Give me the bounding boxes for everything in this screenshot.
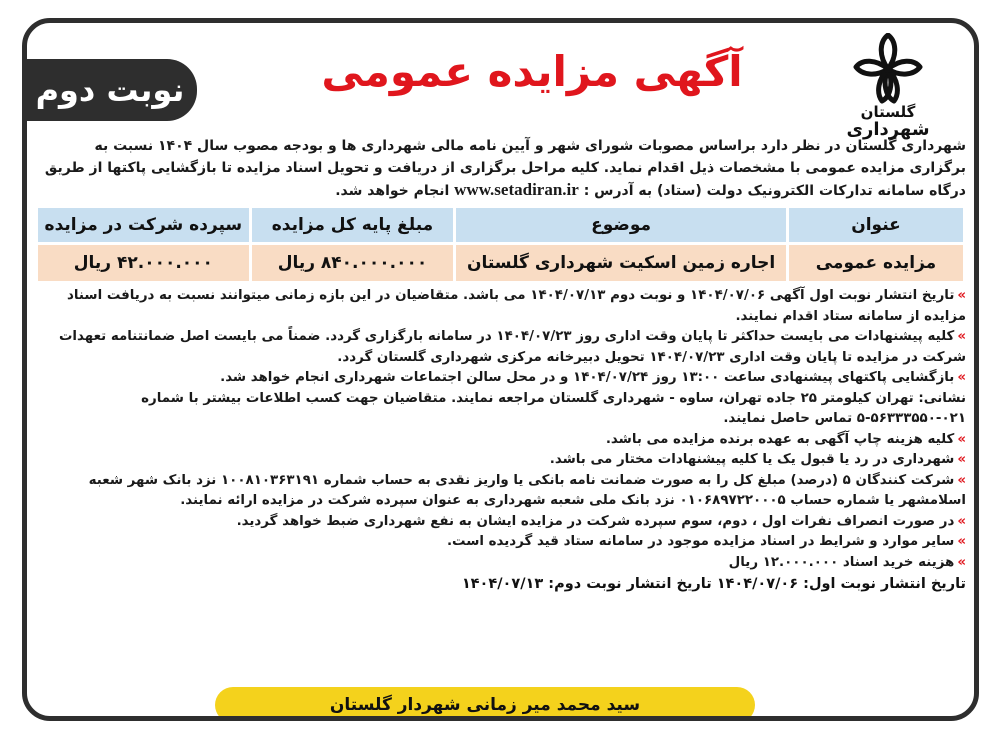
intro-paragraph: [35, 135, 966, 202]
setad-link[interactable]: www.setadiran.ir: [454, 180, 579, 199]
bullet-icon: »: [957, 534, 966, 549]
list-item-address: نشانی: تهران کیلومتر ۲۵ جاده تهران، ساوه - شهرداری گلستان مراجعه نمایند. متقاضیان جهت کسب اطلاعات بیشتر با شماره ۰۲۱-۵۶۳۳۳۵۵۰-۵ تماس حاصل نمایند.: [141, 390, 966, 426]
logo-city-name: گلستان: [860, 103, 916, 121]
header-cell-subject: موضوع: [456, 208, 786, 242]
list-item: »بازگشایی پاکتهای پیشنهادی ساعت ۱۳:۰۰ روز ۱۴۰۴/۰۷/۲۴ و در محل سالن اجتماعات شهرداری انجام خواهد شد.: [220, 370, 966, 385]
intro-bold: شهرداری گلستان در نظر دارد: [760, 138, 966, 154]
bullet-icon: »: [957, 513, 966, 529]
notice-frame: [22, 18, 979, 721]
intro-text: براساس مصوبات شورای شهر و آیین نامه مالی شهرداری ها و بودجه مصوب سال ۱۴۰۴ نسبت به برگزاری مزایده عمومی با مشخصات ذیل اقدام نماید. کلیه مراحل برگزاری از دریافت و تحویل اسناد مزایده تا بازگشایی پاکتها از طریق درگاه سامانه تدارکات الکترونیک دولت (ستاد) به آدرس :: [44, 138, 966, 199]
list-item: »هزینه خرید اسناد ۱۲.۰۰۰.۰۰۰ ریال: [728, 554, 966, 570]
header: [27, 23, 974, 140]
table-header-row: [38, 208, 963, 242]
municipality-logo: [828, 33, 948, 140]
list-item: »در صورت انصراف نفرات اول ، دوم، سوم سپرده شرکت در مزایده ایشان به نفع شهرداری ضبط خواهد گردید.: [236, 513, 966, 529]
flower-logo-icon: [828, 33, 948, 105]
list-item: »شرکت کنندگان ۵ (درصد) مبلغ کل را به صورت ضمانت نامه بانکی یا واریز نقدی به حساب شماره ۱۰۰۸۱۰۳۶۳۱۹۱ نزد بانک شهر شعبه اسلامشهر یا شماره حساب ۰۱۰۶۸۹۷۲۲۰۰۰۵ نزد بانک ملی شعبه شهرداری به عنوان سپرده شرکت در مزایده ارائه نمایند.: [88, 472, 966, 508]
auction-table: [35, 205, 966, 284]
cell-subject: اجاره زمین اسکیت شهرداری گلستان: [456, 245, 786, 281]
cell-base-price: ۸۴۰.۰۰۰.۰۰۰ ریال: [252, 245, 454, 281]
list-item: »کلیه هزینه چاپ آگهی به عهده برنده مزایده می باشد.: [605, 431, 966, 447]
bullet-icon: »: [957, 370, 966, 385]
logo-municipality-word: شهرداری: [846, 118, 930, 140]
bullet-icon: »: [957, 554, 966, 570]
notice-title: آگهی مزایده عمومی: [321, 47, 743, 96]
round-badge: نوبت دوم: [22, 59, 197, 121]
list-item: »سایر موارد و شرایط در اسناد مزایده موجود در سامانه ستاد قید گردیده است.: [446, 534, 966, 549]
header-cell-base-price: مبلغ پایه کل مزایده: [252, 208, 454, 242]
header-cell-deposit: سپرده شرکت در مزایده: [38, 208, 249, 242]
list-item: »شهرداری در رد یا قبول یک یا کلیه پیشنهادات مختار می باشد.: [549, 452, 966, 467]
notice-content: [35, 135, 966, 595]
list-item: »کلیه پیشنهادات می بایست حداکثر تا پایان وقت اداری روز ۱۴۰۴/۰۷/۲۳ در سامانه بارگزاری گردد. ضمناً می بایست اصل ضمانتنامه تعهدات شرکت در مزایده تا پایان وقت اداری ۱۴۰۴/۰۷/۲۳ تحویل دبیرخانه مرکزی شهرداری گلستان گردد.: [58, 329, 966, 365]
table-row: [38, 245, 963, 281]
cell-title: مزایده عمومی: [789, 245, 963, 281]
intro-tail: انجام خواهد شد.: [335, 183, 455, 199]
bullet-icon: »: [957, 329, 966, 344]
header-cell-title: عنوان: [789, 208, 963, 242]
cell-deposit: ۴۲.۰۰۰.۰۰۰ ریال: [38, 245, 249, 281]
bullet-icon: »: [957, 288, 966, 303]
conditions-list: [35, 286, 966, 573]
bullet-icon: »: [957, 452, 966, 467]
bullet-icon: »: [957, 431, 966, 447]
signature-banner: سید محمد میر زمانی شهردار گلستان: [215, 687, 755, 721]
bullet-icon: »: [957, 472, 966, 488]
list-item: »تاریخ انتشار نوبت اول آگهی ۱۴۰۴/۰۷/۰۶ و نوبت دوم ۱۴۰۴/۰۷/۱۳ می باشد. متقاضیان در این بازه زمانی میتوانند نسبت به دریافت اسناد مزایده از سامانه ستاد اقدام نمایند.: [67, 288, 966, 324]
publication-dates: تاریخ انتشار نوبت اول: ۱۴۰۴/۰۷/۰۶ تاریخ انتشار نوبت دوم: ۱۴۰۴/۰۷/۱۳: [461, 576, 966, 592]
